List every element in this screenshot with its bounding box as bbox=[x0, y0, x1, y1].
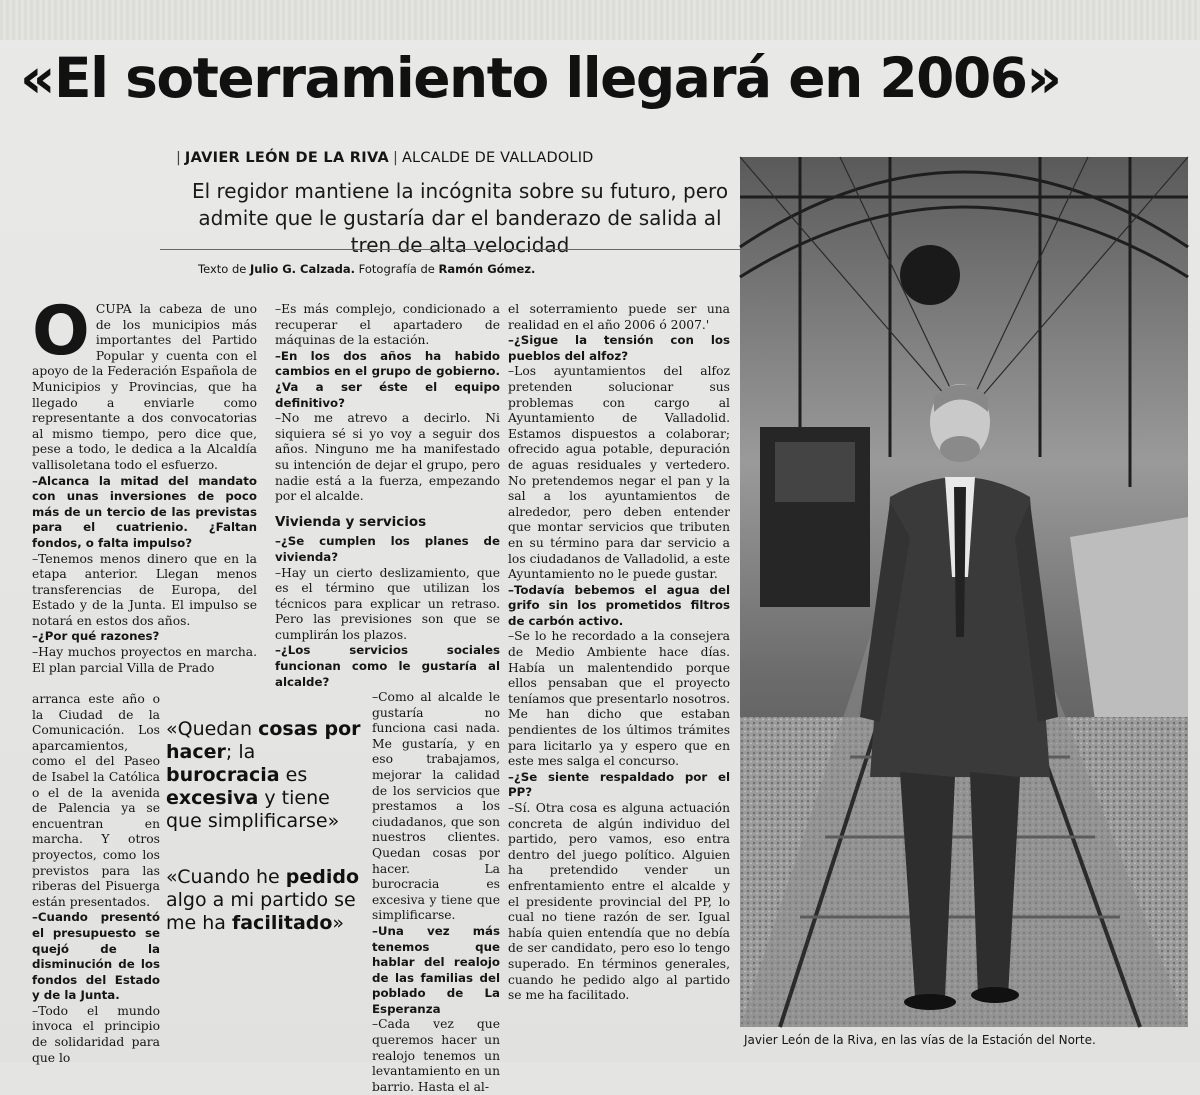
question: –¿Se cumplen los planes de vivienda? bbox=[275, 534, 500, 564]
photo-railway-station bbox=[740, 157, 1188, 1027]
pull-quote-2: «Cuando he pedido algo a mi partido se me ha facilitado» bbox=[166, 866, 360, 934]
answer: –Cada vez que queremos hacer un realojo tenemos un levantamiento en un barrio. Hasta el al- bbox=[372, 1017, 500, 1094]
question: –En los dos años ha habido cambios en el grupo de gobierno. ¿Va a ser éste el equipo definitivo? bbox=[275, 348, 500, 410]
question: –¿Se siente respaldado por el PP? bbox=[508, 769, 730, 800]
answer: –No me atrevo a decirlo. Ni siquiera sé si yo voy a seguir dos años. Ninguno me ha manifestado su intención de dejar el grupo, pero nadie está a la fuerza, empezando por el alcalde. bbox=[275, 411, 500, 504]
intro-text: CUPA la cabeza de uno de los municipios más importantes del Partido Popular y cuenta con el apoyo de la Federación Española de Municipios y Provincias, que ha llegado a enviarle como representante a dos convocatorias al mismo tiempo, pero dice que, pese a todo, le dedica a la Alcaldía vallisoletana todo el esfuerzo. bbox=[32, 302, 257, 472]
credit-author: Julio G. Calzada. bbox=[249, 262, 356, 276]
drop-cap: O bbox=[32, 292, 90, 371]
answer: –Hay un cierto deslizamiento, que es el término que utilizan los técnicos para explicar un retraso. Pero las previsiones son que se cumplirán los plazos. bbox=[275, 565, 500, 642]
pull-quote-1: «Quedan cosas por hacer; la burocracia es excesiva y tiene que simplificarse» bbox=[166, 718, 361, 832]
question: –Una vez más tenemos que hablar del realojo de las familias del poblado de La Esperanza bbox=[372, 923, 500, 1016]
byline-name: JAVIER LEÓN DE LA RIVA bbox=[184, 150, 390, 166]
answer: –Tenemos menos dinero que en la etapa anterior. Llegan menos transferencias de Europa, del Estado y de la Junta. El impulso se notará en estos dos años. bbox=[32, 551, 257, 628]
answer: –Los ayuntamientos del alfoz pretenden solucionar sus problemas con cargo al Ayuntamiento de Valladolid. Estamos dispuestos a colaborar; ofrecido agua potable, depuración de aguas residuales y vertedero. No pretendemos negar el pan y la sal a los ayuntamientos de alrededor, pero deben entender que montar servicios que tributen en su término para dar servicio a los ciudadanos de Valladolid, a este Ayuntamiento no le puede gustar. bbox=[508, 364, 730, 582]
question: –¿Sigue la tensión con los pueblos del alfoz? bbox=[508, 333, 730, 363]
byline-divider: | bbox=[176, 150, 181, 166]
subheadline: El regidor mantiene la incógnita sobre su futuro, pero admite que le gustaría dar el banderazo de salida al tren de alta velocidad bbox=[191, 179, 729, 257]
credit-text-label: Texto de bbox=[198, 262, 247, 276]
intro-paragraph bbox=[32, 292, 257, 474]
article-column-3 bbox=[508, 302, 730, 1004]
answer: –Hay muchos proyectos en marcha. El plan parcial Villa de Prado bbox=[32, 645, 257, 675]
section-title: Vivienda y servicios bbox=[275, 513, 427, 530]
question: –¿Por qué razones? bbox=[32, 629, 160, 644]
answer: –Todo el mundo invoca el principio de solidaridad para que lo bbox=[32, 1003, 160, 1065]
answer: el soterramiento puede ser una realidad en el año 2006 ó 2007.' bbox=[508, 302, 730, 332]
question: –¿Los servicios sociales funcionan como le gustaría al alcalde? bbox=[275, 643, 500, 689]
answer: –Como al alcalde le gustaría no funciona casi nada. Me gustaría, y en eso trabajamos, mejorar la calidad de los servicios que prestamos a los ciudadanos, que son nuestros clientes. Quedan cosas por hacer. La burocracia es excesiva y tiene que simplificarse. bbox=[372, 690, 500, 923]
page-top-edge bbox=[0, 0, 1200, 40]
article-column-2-narrow bbox=[372, 690, 500, 1095]
credit-photographer: Ramón Gómez. bbox=[438, 262, 536, 276]
answer: –Se lo he recordado a la consejera de Medio Ambiente hace días. Había un malentendido porque ellos pensaban que el proyecto teníamos que presentarlo nosotros. Me han dicho que estaban pendientes de los últimos trámites para licitarlo ya y espero que en este mes salga el concurso. bbox=[508, 629, 730, 769]
byline-role: ALCALDE DE VALLADOLID bbox=[401, 150, 594, 166]
article-column-2 bbox=[275, 302, 500, 690]
byline bbox=[172, 150, 594, 166]
byline-divider: | bbox=[393, 150, 398, 166]
credit-photo-label: Fotografía de bbox=[358, 262, 435, 276]
subhead-rule bbox=[160, 249, 740, 250]
question: –Todavía bebemos el agua del grifo sin los prometidos filtros de carbón activo. bbox=[508, 582, 730, 628]
answer: –Es más complejo, condicionado a recuperar el apartadero de máquinas de la estación. bbox=[275, 302, 500, 348]
question: –Cuando presentó el presupuesto se quejó de la disminución de los fondos del Estado y de la Junta. bbox=[32, 910, 160, 1003]
answer: arranca este año o la Ciudad de la Comunicación. Los aparcamientos, como el del Paseo de Isabel la Católica o el de la avenida de Palencia ya se encuentran en marcha. Y otros proyectos, como los previstos para las riberas del Pisuerga están presentados. bbox=[32, 692, 160, 909]
article-column-1 bbox=[32, 292, 257, 676]
question: –Alcanca la mitad del mandato con unas inversiones de poco más de un tercio de las previstas para el cuatrienio. ¿Faltan fondos, o falta impulso? bbox=[32, 473, 257, 550]
article-column-1-narrow bbox=[32, 692, 160, 1066]
credits-line bbox=[198, 262, 535, 276]
photo-caption: Javier León de la Riva, en las vías de la Estación del Norte. bbox=[744, 1033, 1096, 1047]
answer: –Sí. Otra cosa es alguna actuación concreta de algún individuo del partido, pero vamos, eso entra dentro del juego político. Alguien ha pretendido vender un enfrentamiento entre el alcalde y el presidente provincial del PP, lo cual no tiene razón de ser. Igual había quien entendía que no debía de ser candidato, pero eso lo tengo superado. En términos generales, cuando he pedido algo al partido se me ha facilitado. bbox=[508, 801, 730, 1003]
headline: «El soterramiento llegará en 2006» bbox=[20, 46, 1061, 110]
